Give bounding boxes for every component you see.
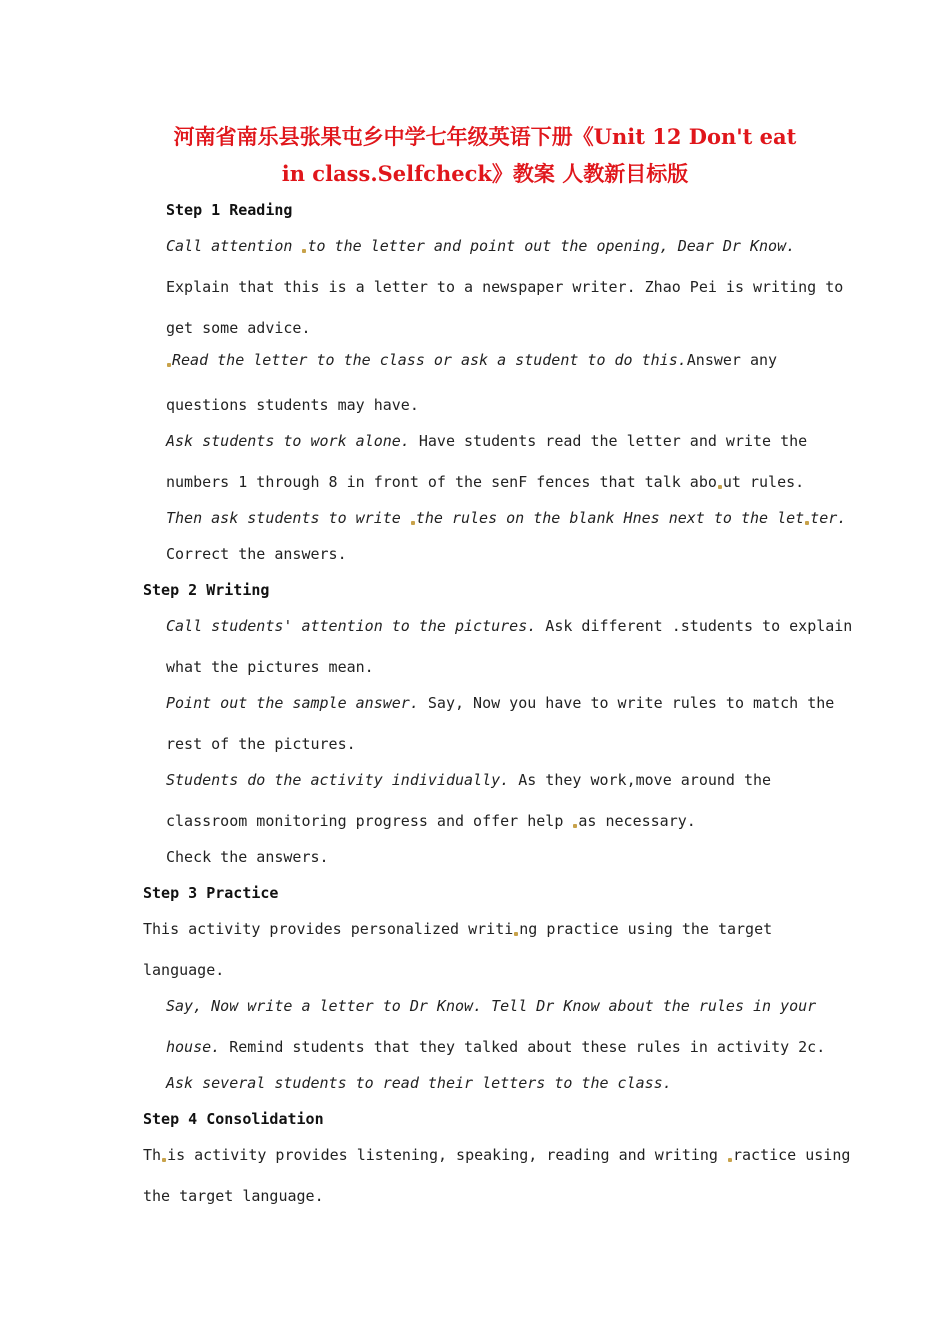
- step3-line-2: language.: [143, 961, 225, 979]
- step2-line-3-b: Say, Now you have to write rules to match the: [418, 694, 835, 712]
- step1-line-4-a: Read the letter to the class or ask a student to do this.: [172, 351, 687, 369]
- step2-line-5: [166, 770, 771, 790]
- step3-line-4: [166, 1037, 825, 1057]
- step1-line-8-b: the rules on the blank Hnes next to the let: [415, 509, 805, 527]
- step4-line-2: the target language.: [143, 1187, 324, 1205]
- step2-line-6-a: classroom monitoring progress and offer help: [166, 812, 573, 830]
- ink-dot-mark: [728, 1158, 732, 1162]
- step1-line-2: Explain that this is a letter to a newspaper writer. Zhao Pei is writing to: [166, 278, 844, 296]
- step2-line-6-b: as necessary.: [578, 812, 696, 830]
- step2-line-1-b: Ask different .students to explain: [536, 617, 853, 635]
- ink-dot-mark: [411, 521, 415, 525]
- step1-line-6-b: Have students read the letter and write the: [409, 432, 808, 450]
- step3-line-3: Say, Now write a letter to Dr Know. Tell Dr Know about the rules in your: [166, 997, 817, 1015]
- step1-line-1-a: Call attention: [166, 237, 302, 255]
- step3-line-1-a: This activity provides personalized writi: [143, 920, 514, 938]
- document-title: [140, 118, 830, 192]
- step1-line-4-b: Answer any: [686, 351, 778, 369]
- step3-line-1-b: ng practice using the target: [519, 920, 773, 938]
- step2-line-1: [166, 616, 852, 636]
- step1-line-8: [166, 508, 846, 528]
- step1-heading: Step 1 Reading: [166, 201, 293, 219]
- step1-line-8-c: ter.: [810, 509, 847, 527]
- ink-dot-mark: [302, 249, 306, 253]
- step2-line-6: [166, 811, 696, 831]
- step2-line-7: Check the answers.: [166, 848, 329, 866]
- step1-line-1: [166, 236, 795, 256]
- step1-line-8-a: Then ask students to write: [166, 509, 410, 527]
- title-line-1: 河南省南乐县张果屯乡中学七年级英语下册《Unit 12 Don't eat: [173, 124, 797, 149]
- step1-line-7-a: numbers 1 through 8 in front of the senF fences that talk abo: [166, 473, 717, 491]
- step2-heading: Step 2 Writing: [143, 581, 270, 599]
- step1-line-7-b: ut rules.: [722, 473, 805, 491]
- step2-line-3: [166, 693, 834, 713]
- step1-line-3: get some advice.: [166, 319, 311, 337]
- step2-line-2: what the pictures mean.: [166, 658, 374, 676]
- step1-line-4: [166, 350, 777, 370]
- step1-line-9: Correct the answers.: [166, 545, 347, 563]
- step4-heading: Step 4 Consolidation: [143, 1110, 324, 1128]
- step2-line-1-a: Call students' attention to the pictures.: [166, 617, 537, 635]
- ink-dot-mark: [718, 485, 722, 489]
- step1-line-1-b: to the letter and point out the opening, Dear Dr Know.: [307, 237, 796, 255]
- step1-line-5: questions students may have.: [166, 396, 419, 414]
- ink-dot-mark: [805, 521, 809, 525]
- ink-dot-mark: [573, 824, 577, 828]
- step4-line-1-c: ractice using: [732, 1146, 851, 1164]
- step3-line-4-a: house.: [166, 1038, 221, 1056]
- step3-line-1: [143, 919, 772, 939]
- title-line-2: in class.Selfcheck》教案 人教新目标版: [281, 161, 689, 186]
- ink-dot-mark: [162, 1158, 166, 1162]
- step2-line-3-a: Point out the sample answer.: [166, 694, 419, 712]
- step3-line-4-b: Remind students that they talked about these rules in activity 2c.: [220, 1038, 826, 1056]
- step2-line-5-a: Students do the activity individually.: [166, 771, 510, 789]
- step2-line-5-b: As they work,move around the: [509, 771, 772, 789]
- step2-line-4: rest of the pictures.: [166, 735, 356, 753]
- step3-line-5: Ask several students to read their letters to the class.: [166, 1074, 672, 1092]
- step1-line-7: [166, 472, 804, 492]
- ink-dot-mark: [167, 363, 171, 367]
- step1-line-6: [166, 431, 807, 451]
- step4-line-1-b: is activity provides listening, speaking, reading and writing: [167, 1146, 727, 1164]
- step1-line-6-a: Ask students to work alone.: [166, 432, 410, 450]
- step4-line-1-a: Th: [143, 1146, 162, 1164]
- ink-dot-mark: [514, 932, 518, 936]
- step3-heading: Step 3 Practice: [143, 884, 279, 902]
- step4-line-1: [143, 1145, 850, 1165]
